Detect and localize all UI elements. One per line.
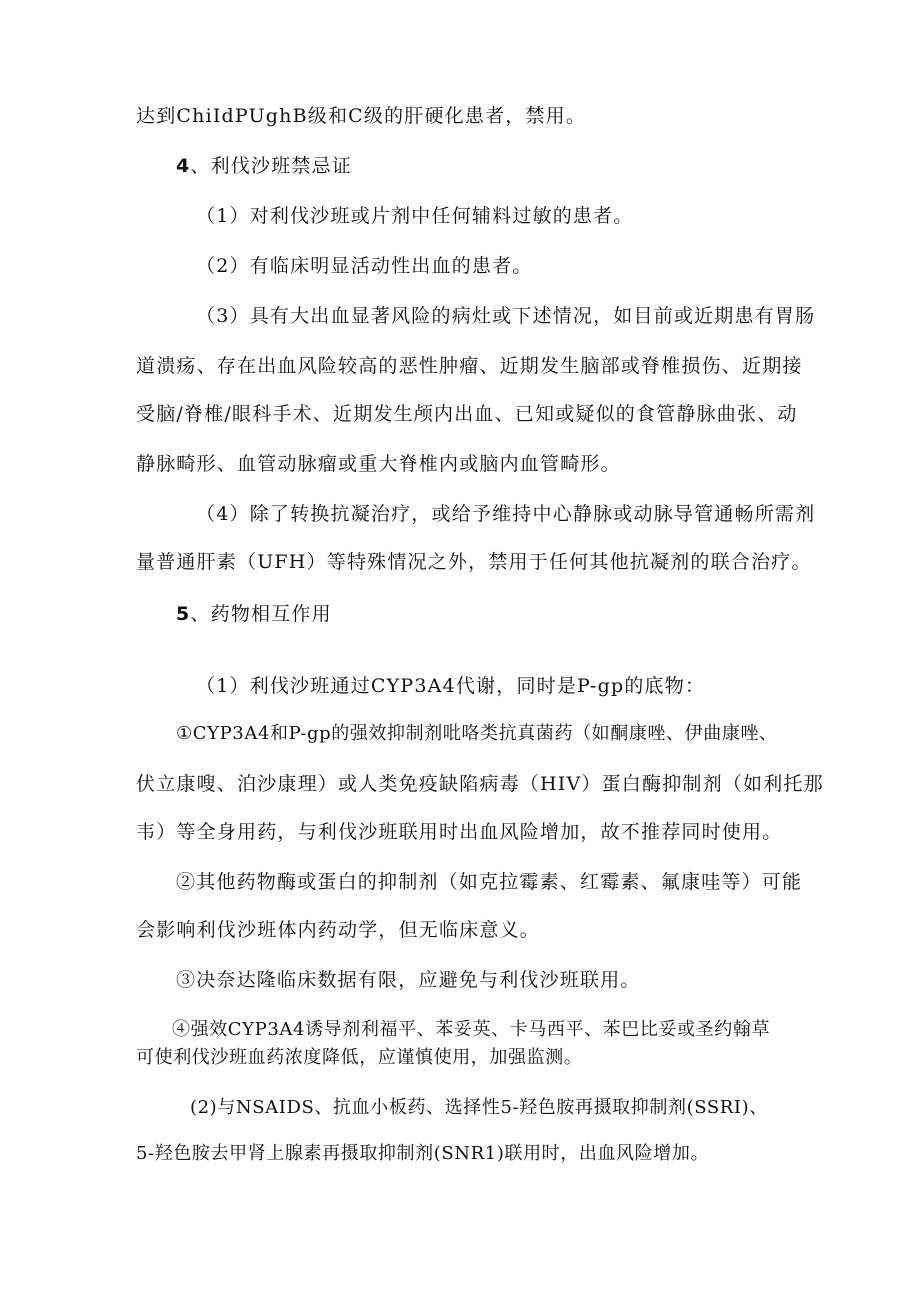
paragraph-line: ①CYP3A4和P-gp的强效抑制剂吡咯类抗真菌药（如酮康唑、伊曲康唑、: [176, 723, 778, 744]
paragraph-line: （4）除了转换抗凝治疗，或给予维持中心静脉或动脉导管通畅所需剂: [196, 503, 816, 525]
paragraph-line: 静脉畸形、血管动脉瘤或重大脊椎内或脑内血管畸形。: [136, 453, 621, 475]
paragraph-line: 量普通肝素（UFH）等特殊情况之外，禁用于任何其他抗凝剂的联合治疗。: [136, 551, 812, 573]
paragraph-line: 韦）等全身用药，与利伐沙班联用时出血风险增加，故不推荐同时使用。: [136, 821, 783, 843]
paragraph-line: 受脑/脊椎/眼科手术、近期发生颅内出血、已知或疑似的食管静脉曲张、动: [136, 403, 798, 425]
section-title: 、药物相互作用: [190, 603, 332, 625]
paragraph-line: （3）具有大出血显著风险的病灶或下述情况，如目前或近期患有胃肠: [196, 305, 816, 327]
paragraph-line: 伏立康嗖、泊沙康理）或人类免疫缺陷病毒（HIV）蛋白酶抑制剂（如利托那: [136, 773, 824, 795]
paragraph-line: 5-羟色胺去甲肾上腺素再摄取抑制剂(SNR1)联用时，出血风险增加。: [136, 1143, 710, 1164]
paragraph-line: 达到ChiIdPUghB级和C级的肝硬化患者，禁用。: [136, 105, 587, 127]
paragraph-line: 可使利伐沙班血药浓度降低，应谨慎使用，加强监测。: [136, 1047, 583, 1068]
paragraph-line: 会影响利伐沙班体内药动学，但无临床意义。: [136, 919, 541, 941]
section-number: 5: [176, 603, 191, 625]
paragraph-line: ④强效CYP3A4诱导剂利福平、苯妥英、卡马西平、苯巴比妥或圣约翰草: [172, 1019, 771, 1040]
paragraph-line: （1）利伐沙班通过CYP3A4代谢，同时是P-gp的底物：: [196, 675, 706, 697]
paragraph-line: 道溃疡、存在出血风险较高的恶性肿瘤、近期发生脑部或脊椎损伤、近期接: [136, 355, 803, 377]
paragraph-line: ③决奈达隆临床数据有限，应避免与利伐沙班联用。: [176, 969, 641, 991]
paragraph-line: （1）对利伐沙班或片剂中任何辅料过敏的患者。: [196, 205, 634, 227]
section-number: 4: [176, 155, 191, 177]
paragraph-line: （2）有临床明显活动性出血的患者。: [196, 255, 533, 277]
paragraph-line: ②其他药物酶或蛋白的抑制剂（如克拉霉素、红霉素、氟康哇等）可能: [176, 871, 803, 893]
section-heading-4: [176, 154, 352, 178]
paragraph-line: (2)与NSAIDS、抗血小板药、选择性5-羟色胺再摄取抑制剂(SSRI)、: [190, 1097, 768, 1118]
section-title: 、利伐沙班禁忌证: [190, 155, 353, 177]
section-heading-5: [176, 602, 332, 626]
